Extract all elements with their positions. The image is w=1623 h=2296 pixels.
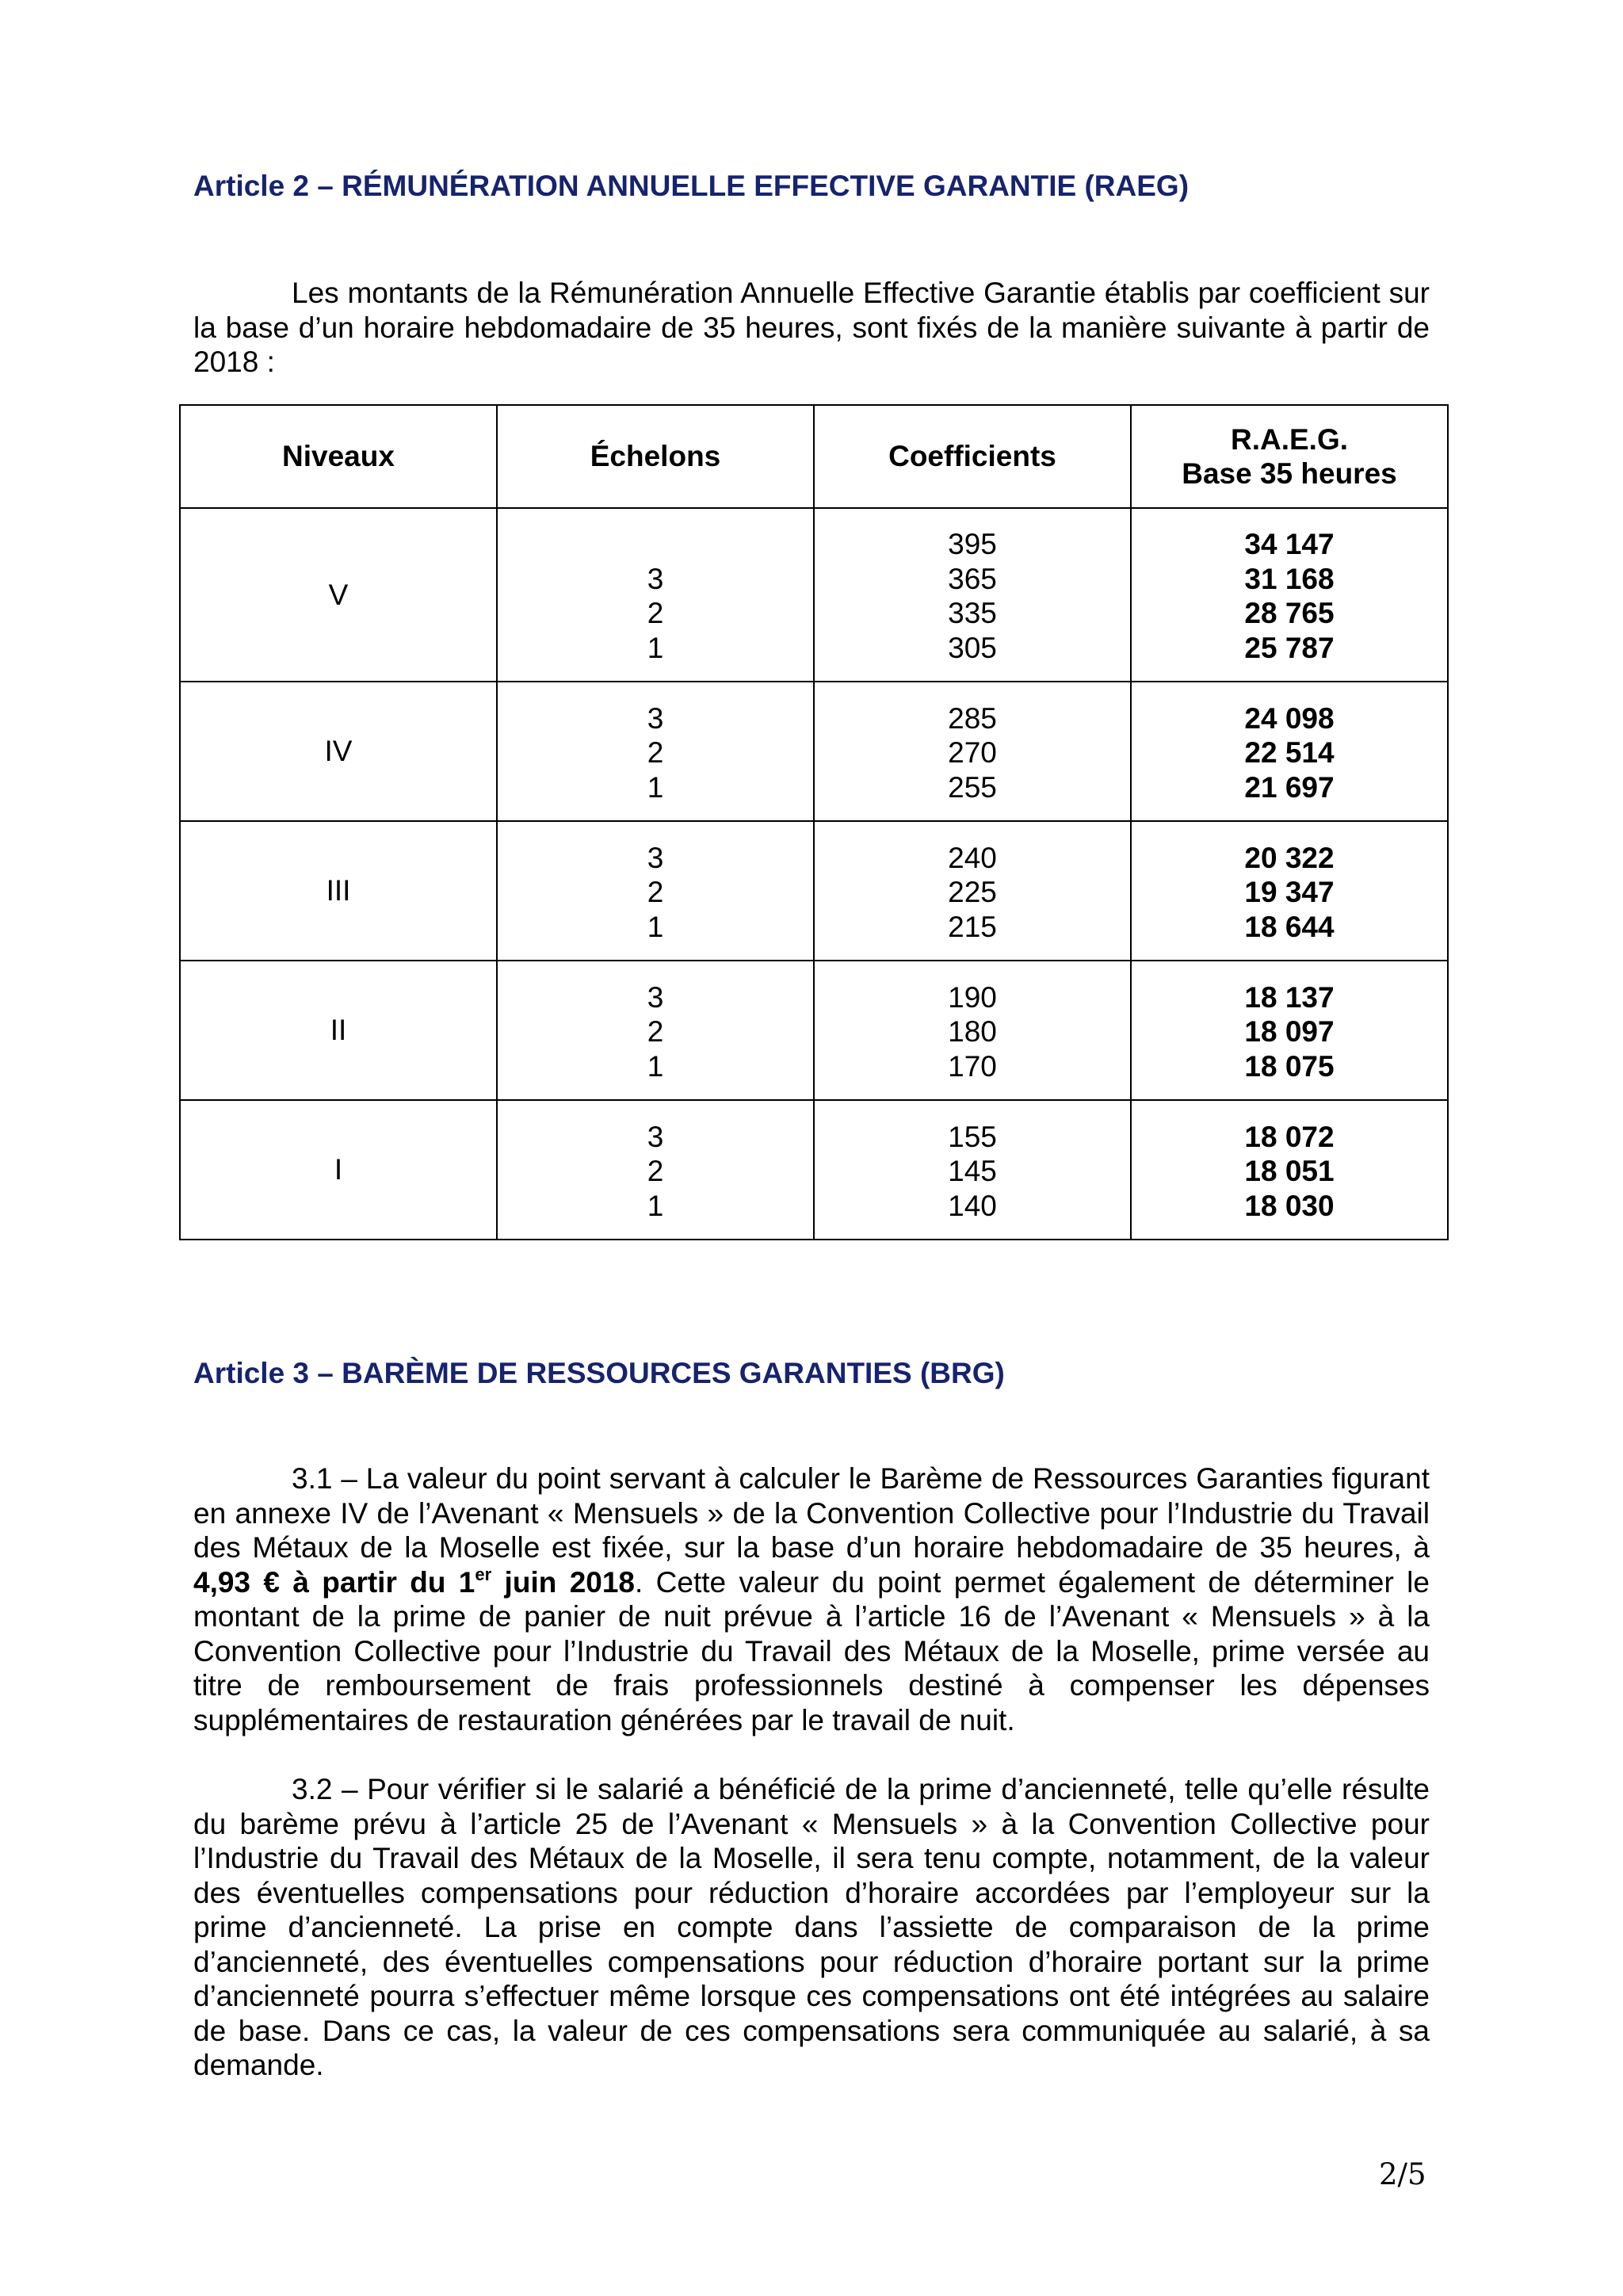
header-raeg [1131, 405, 1448, 508]
raeg-value: 20 322 [1244, 841, 1335, 874]
coefficient: 255 [948, 770, 997, 804]
coefficient: 180 [948, 1015, 997, 1048]
coefficient: 365 [948, 562, 997, 595]
raeg-value: 21 697 [1244, 770, 1335, 804]
echelon: 3 [647, 701, 664, 735]
coefficient: 170 [948, 1049, 997, 1083]
echelon-cell [497, 682, 814, 821]
raeg-value: 18 097 [1244, 1015, 1335, 1048]
echelon: 1 [647, 1049, 664, 1083]
header-raeg-line2: Base 35 heures [1182, 457, 1397, 490]
table-row [180, 682, 1448, 821]
coefficient: 145 [948, 1155, 997, 1187]
echelon: 2 [647, 597, 664, 629]
echelon: 2 [647, 876, 664, 908]
p31-superscript: er [475, 1564, 492, 1584]
p31-text-after: . Cette valeur du point permet également de déterminer le montant de la prime de panier de nuit prévue à l’article 16 de l’Avenant « Mensuels » à la Convention Collective pour l’Industrie du Travail des Métaux de la Moselle, prime versée au titre de remboursement de frais professionnels destiné à compenser les dépenses supplémentaires de restauration générées par le travail de nuit. [193, 1565, 1430, 1736]
table-body [180, 508, 1448, 1240]
article-3-1-paragraph [193, 1461, 1430, 1737]
article-2-heading: Article 2 – RÉMUNÉRATION ANNUELLE EFFECTIVE GARANTIE (RAEG) [193, 170, 1190, 202]
echelon: 2 [647, 1155, 664, 1187]
header-coefficients: Coefficients [814, 405, 1131, 508]
raeg-value: 28 765 [1244, 597, 1335, 629]
echelon: 1 [647, 631, 664, 664]
echelon: 2 [647, 1015, 664, 1048]
coefficient-cell [814, 1100, 1131, 1240]
raeg-value-cell [1131, 508, 1448, 682]
header-niveaux: Niveaux [180, 405, 497, 508]
coefficient-cell [814, 961, 1131, 1100]
echelon-cell [497, 1100, 814, 1240]
raeg-value: 31 168 [1244, 562, 1335, 595]
coefficient: 215 [948, 910, 997, 943]
echelon-cell [497, 508, 814, 682]
raeg-value: 25 787 [1244, 631, 1335, 664]
echelon: 2 [647, 736, 664, 769]
raeg-value: 22 514 [1244, 736, 1335, 769]
echelon: 1 [647, 910, 664, 943]
echelon: 3 [647, 1120, 664, 1153]
page-number: 2/5 [1379, 2157, 1426, 2191]
niveau-cell: II [180, 961, 497, 1100]
coefficient: 285 [948, 701, 997, 735]
raeg-value-cell [1131, 961, 1448, 1100]
coefficient: 240 [948, 841, 997, 874]
raeg-value-cell [1131, 821, 1448, 961]
echelon: 3 [647, 980, 664, 1014]
niveau-cell: III [180, 821, 497, 961]
raeg-value: 18 075 [1244, 1049, 1335, 1083]
raeg-value-cell [1131, 682, 1448, 821]
echelon-cell [497, 961, 814, 1100]
header-raeg-line1: R.A.E.G. [1230, 422, 1349, 456]
p31-bold-value: 4,93 € à partir du 1 [193, 1565, 475, 1599]
raeg-value: 18 137 [1244, 980, 1335, 1014]
table-row [180, 508, 1448, 682]
coefficient: 305 [948, 631, 997, 664]
header-echelons: Échelons [497, 405, 814, 508]
raeg-value: 18 051 [1244, 1155, 1335, 1187]
niveau-cell: I [180, 1100, 497, 1240]
coefficient-cell [814, 682, 1131, 821]
raeg-table [179, 404, 1449, 1240]
table-row [180, 821, 1448, 961]
echelon: 1 [647, 1189, 664, 1222]
niveau-cell: IV [180, 682, 497, 821]
raeg-value: 19 347 [1244, 876, 1335, 908]
raeg-value: 24 098 [1244, 701, 1335, 735]
table-header-row [180, 405, 1448, 508]
coefficient: 225 [948, 876, 997, 908]
raeg-value: 34 147 [1244, 528, 1335, 560]
coefficient: 140 [948, 1189, 997, 1222]
raeg-value: 18 030 [1244, 1189, 1335, 1222]
article-2-intro-paragraph: Les montants de la Rémunération Annuelle Effective Garantie établis par coefficient sur la base d’un horaire hebdomadaire de 35 heures, sont fixés de la manière suivante à partir de 2018 : [193, 277, 1430, 378]
coefficient: 270 [948, 736, 997, 769]
table-row [180, 1100, 1448, 1240]
echelon [498, 527, 813, 562]
raeg-value-cell [1131, 1100, 1448, 1240]
p31-text-before: 3.1 – La valeur du point servant à calculer le Barème de Ressources Garanties figurant en annexe IV de l’Avenant « Mensuels » de la Convention Collective pour l’Industrie du Travail des Métaux de la Moselle est fixée, sur la base d’un horaire hebdomadaire de 35 heures, à [193, 1462, 1430, 1564]
coefficient: 335 [948, 597, 997, 629]
echelon: 1 [647, 770, 664, 804]
coefficient-cell [814, 821, 1131, 961]
coefficient-cell [814, 508, 1131, 682]
echelon: 3 [647, 841, 664, 874]
raeg-value: 18 072 [1244, 1120, 1335, 1153]
coefficient: 395 [948, 528, 997, 560]
article-3-2-paragraph: 3.2 – Pour vérifier si le salarié a bénéficié de la prime d’ancienneté, telle qu’elle résulte du barème prévu à l’article 25 de l’Avenant « Mensuels » à la Convention Collective pour l’Industrie du Travail des Métaux de la Moselle, il sera tenu compte, notamment, de la valeur des éventuelles compensations pour réduction d’horaire accordées par l’employeur sur la prime d’ancienneté. La prise en compte dans l’assiette de comparaison de la prime d’ancienneté, des éventuelles compensations pour réduction d’horaire portant sur la prime d’ancienneté pourra s’effectuer même lorsque ces compensations ont été intégrées au salaire de base. Dans ce cas, la valeur de ces compensations sera communiquée au salarié, à sa demande. [193, 1773, 1430, 2081]
table-row [180, 961, 1448, 1100]
p31-bold-date: juin 2018 [491, 1565, 636, 1599]
niveau-cell: V [180, 508, 497, 682]
raeg-value: 18 644 [1244, 910, 1335, 943]
coefficient: 155 [948, 1120, 997, 1153]
echelon: 3 [647, 562, 664, 595]
echelon-cell [497, 821, 814, 961]
article-3-heading: Article 3 – BARÈME DE RESSOURCES GARANTIES (BRG) [193, 1357, 1005, 1389]
coefficient: 190 [948, 980, 997, 1014]
